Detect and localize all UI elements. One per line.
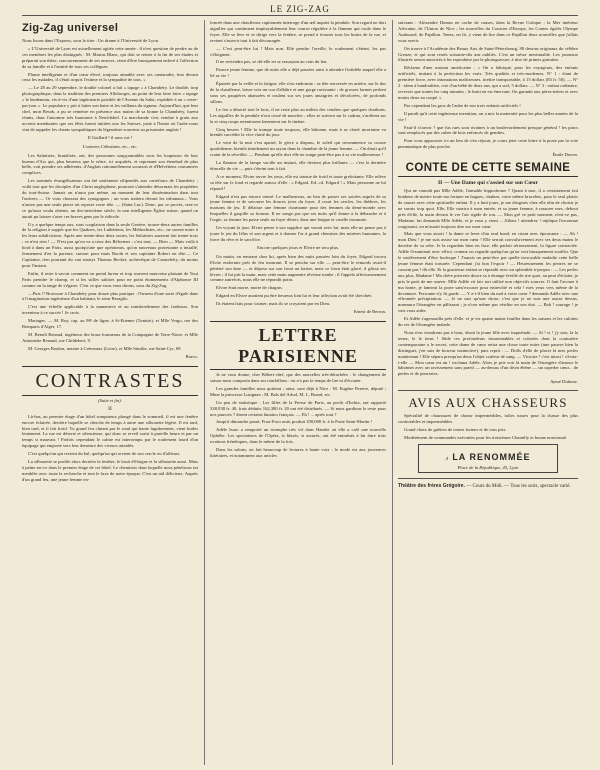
paragraph: Un matin, en rentrant chez lui, après bien des nuits passées loin du foyer, Edgard trouva Elvire endormie près de feu mourant. Il se pencha sur elle — peut-être le remords avait-il pénétré son âme — et déposa sur son front un baiser, mais ce front était glacé, il glissa ses lèvres ; il lui prit la main, mais cette main augmente rêveuse tombe ; il l'appela affectueusement comme autrefois, mais elle ne répondit point.: [210, 253, 386, 283]
masthead: LE ZIG-ZAG: [270, 4, 330, 14]
paragraph: Encore quelques jours et Elvire ne sera plus.: [257, 244, 339, 250]
paragraph: suivants : Alexandre Dumas ne cache de causes, dans la Revue Critique ; la Mer intérieur Africaine, de l'Union de Nice ; les nouvelles du Courrier d'Europe, les Contes égalés Olympe Audouard, de Papillon. Tenez, on lit, y vient de lire dans ce Papillon deux nouvelles que j'allais vous servir.: [398, 20, 578, 43]
paragraph: C'est une échelle applicable à la manœuvre et au transbordement des fardeaux. Son inventeur à ce succès ! Je crois.: [22, 304, 198, 316]
paragraph: Plume intelligente et d'un cœur élevé, toujours aimable avec ses camarades, bon devant ceux les malades, il s'était acquis l'estime et la sympathie de tous. »: [22, 71, 198, 83]
paragraph: Je ne vous donne, cher Bébert-chef, que des nouvelles très-détachées : le changement de saison nous comporta dans ses tourbillons : on n'a pas le temps de lire ni d'écouter.: [210, 372, 386, 383]
paragraph: Il ne reviendra pas, se dit-elle en se rassayant au coin du feu.: [216, 59, 328, 65]
paragraph: M. Georges Boulon, notaire à Crémeaux (Loire), et Mlle Similie, rue Saint-Cyr, 69.: [28, 345, 182, 351]
paragraph: Dans les salons, on fait beaucoup de lectures à haute voix : le mode est aux jouvences littéraires, et notamment aux articles: [210, 447, 386, 458]
chapter-number: II: [108, 405, 112, 412]
advertisement: [398, 395, 578, 473]
paragraph: Épuisée par la veille et la fatigue, elle s'est endormie ; sa tête renversée en arrière, sur le dos de la chauffeuse, laisse voir un cou d'albâtre et une gorge ravissante ; de grosses larmes perlent sous ses paupières abaissées et roulent sur ses joues amaigries et décolorées, de profonds sillons.: [210, 81, 386, 104]
paragraph: Il Guillard ! il sans vot !: [87, 134, 133, 140]
paragraph: Cinq heures ! Elle la trompe toute toujours, elle bâtonne, mais à sa clarté incertaine va bientôt succéder la vive clarté du jour.: [210, 126, 386, 138]
paragraph: Là-bas, au premier étage d'un hôtel somptueux plongé dans le sommeil, il est une fenêtre encore éclairée, derrière laquelle se cherche de temps à autre une silhouette légère. Il est tard, bien tard, et il fait froid. Vu grand feu clinant par le rond qui hante lugubrement, vient hurler lentement. La rue est déserte et silencieuse, qui donc se reveil sortir à pareille heure et par un temps si mauvais ! Parfois cependant le calme est interrompu par le roulement lourd d'un équipage qui emporte vers leur demeure des viveurs attardés.: [22, 413, 198, 449]
paragraph: Pour vous approuver ici un lieu de s'en réjouir, je cours jeter cette lettre à la poste par la voie pneumatique de plus proche.: [398, 138, 578, 150]
paragraph: Edgard en Elvire auraient pu être heureux loin lui et leur affection avait été cherchée.: [216, 293, 373, 299]
signature: Ernest de Berron.: [353, 309, 386, 315]
column-divider-1: [204, 20, 205, 765]
shop-box: [418, 444, 558, 473]
paragraph: Un voyant la jour, Elvire pense à son supplice qui venait avec lui, mais elle ne pense pas à jouer le jeu du Iélus et son argent et à donner l'or à grand chemises des misères humaines, la force du rêve et le sacrifice.: [210, 225, 386, 242]
shop-name: LA RENOMMÉE: [452, 451, 531, 462]
paragraph: Et Adèle s'agenouilla près d'elle, et je vis quatre mains fouiller dans les saisons et les culottes du ver de l'étrangère malade.: [398, 316, 578, 328]
zigzag-article: [22, 38, 198, 360]
paragraph: —Puis !! Bravoure à Chambéry pour douze plus pratique : l'heureu d'une sorte d'égale dans à l'imagination ingénieuse d'un habitant, le sieur Beraglio.: [22, 290, 198, 302]
paragraph: La flamme de la lampe vacille un instant, elle devient plus brillante — c'est la dernière étincelle de vie — puis s'éteint tout à fait.: [210, 160, 386, 171]
lettre-parisienne-title: LETTRE PARISIENNE: [238, 325, 358, 367]
paragraph: La silhouette se profile alors derrière la fenêtre, le bruit d'éloigne et la silhouette aussi. Mais à peine est-ce dans le premier étage de cet hôtel. Le chemisier dans laquelle nous pénétrons est meublée avec toute la recherche et tout le luxe de notre époque. C'est un nid délicieux. Auprès d'un grand feu, une jeune femme en-: [22, 459, 198, 482]
contrastes-title: CONTRASTES: [35, 369, 185, 392]
paragraph: A ce moment, Elvire ouvre les yeux, elle est transie de froid et toute grelottante. Elle relève sa tête sur le fond et regarde autour d'elle : « Edgard, Ed...rd, Edgard ! » Mais personne ne lui répond !: [210, 173, 386, 191]
paragraph: « L'Université de Lyon est actuellement agitée cette année : il n'est question de perdre au de ces membres les plus distingués : M. Marius Blanc, qui doit se retirer à la fin de ses études et préparait son thèse, concurremment de ses œuvres, vient d'être brusquement enlevé à l'affection de sa famille et à l'amitié de tous ses collègues.: [22, 45, 198, 69]
paragraph: Réclame d'une maison américaine : « On a fabriqué, pour les voyageurs, des enfants artificiels, imitant à la perfection les vrais. Très qualités et très-modernes. N° 1 : étant de première force, avec intonations malicieuses, tirelire transportable, à 15 dollars (83 fr. 50). — N° 2 : idem à bandoulière, crie d'un bébé de deux ans, qui a soif, 5 dollars. — N° 3 : enfant ordinaire, recevoir que toutes les cinq minutes ; le bruit en est énervant. On garantit aux pères-mères et avec moins deux au coupé. »: [398, 65, 578, 100]
paragraph: — Le 28 au 29 septembre, le double colonel a fait « tapage » à Chambéry. Le double, trop photographique, dans la tradition des premiers Allobroges, au point de leur faire faire « tapage » le lendemain, vis-à-vis d'une ingénieurie paisible de l'Avenue du Salut, expédiée à un « verre-par-jour ». Le populaire y prit à faites son batre et les vaillants du signeur. Aujourd'hui, que leur chef, mon Besob, a pu se remettre en présence aux mains de sa bonne la Chambéry, furent réunis, dans l'automne très harmonie à Neufchâtel. La marchande s'est vendue à grain aux accents mendiantes que ses fêtes furent initiées aux les Suisses, juste à l'heure où l'aube nous vint de rappeler les chants sympathiques du légendaire souvenir au prisonnier anglais !: [22, 85, 198, 132]
separator: [398, 478, 578, 479]
contrastes-title-box: [22, 366, 198, 396]
top-rule: [22, 15, 578, 16]
theatre-text: — Cours du Midi. — Tous les soirs, spectacle varié.: [466, 483, 571, 489]
paragraph: Edgard n'est pas encore rentré. Le malheureux, au lieu de passer ses soirées auprès de sa jeune femme et de savourer les douces joies du foyer, il court les cercles, les théâtres, les maisons de jeu. Il délaisse une femme charmante pour des femmes du demi-monde avec lesquelles il gaspille sa fortune. Il ne songe pas que ses nuits qu'il donne à la débauche et à l'orgie, sa femme les passe seule au foyer désert, dans une longue et cruelle insomnie.: [210, 193, 386, 223]
contrastes-subtitle: (Suite et fin).: [98, 397, 122, 403]
paragraph: Pauvre jeune femme, que de nuits elle a déjà passées ainsi à attendre l'infidèle auquel elle a lié sa vie !: [210, 67, 386, 79]
paragraph: Qui ne connaît pas Mlle Adèle, l'aimable hippodrome ? Quant à moi, il a certainement fait bonheur de mettre toute ma fortune en bagues, chaînes, votre même bracelets, pour le seul plaisir de causer avec cette spirituelle enfant. Il y a huit jours, je me dirigeais chez elle afin de choisir je ne savais trop quoi. Elle, Elle sourira à mon entrée, et sa jeune femme, à rassurer mes, debout près d'elle, la main devant le ver l'air rigide de ton. — Mon gré ce petit moment, n'est-ce pas, Madame, lui demanda Mlle Adèle, et je vous y vient ... Allons ! attendrez ! répliqua l'inconnue rougissant, on m'aurait toujours dire sur mon cœur.: [398, 188, 578, 229]
ad-paragraph: Modérément de commandes exécutées pour les troisièmes Chantilly et bonne nouveauté.: [404, 434, 568, 440]
shop-name-line: [419, 447, 557, 465]
paragraph: C'est quelqu'un qui revient du bal, quelqu'un qui revient de son cercle ou d'ailleurs.: [28, 451, 181, 457]
signature: Émile Davon.: [552, 152, 578, 158]
paragraph: Le feu a déserté tout le bois, il ne reste plus au milieu des cendres que quelques charbons. Les aiguilles de la pendule n'ont cessé de marcher ; elles se suivent sur le cadran, s'arrêtent sur la et cinq coups retentissent lentement sur le timbre.: [210, 106, 386, 124]
paragraph: Nous n'en viendrons pas à bout, disait la jeune fille avec inquiétude. — Si ! si ! j'y suis, la la tenez, le le tiens ! Sûde ces profondeurs insoutenables et colorées dont la couturière contemporaine a le secret, cette dame de cœur retira une chose toute noire (une pauvre bien la distinguer, j'en suis de horreur instinctive), puis reprit : — Dolls d'elle de placer là mes perles maintenant ! Elle sépara presqu'un deux l'objet couleur de sang. — Victoire ! c'est intact ! s'écria-t-elle — Mon cœur est un ! exclama Adèle. Alors je pris voir là main de l'étrangère d'amour le bâtonnet avec un ravissement sans pareil — au-dessus d'un divin ébène — un superbe cœur... de perles et de pierreries.: [398, 329, 578, 377]
paragraph: Pas cependant les gros de l'aube de nos trois enfants artificiels !: [404, 102, 521, 108]
paragraph: Les nommés évangélisateurs ont été seulement vilipendés aux carrefours de Chambéry ; voilà tout que les disciples d'un Christ anglophone, pourront s'attendre désormais les prophètes du tout-Suisse. Jamais on n'aura pas même, au moment de leur dissémination dans tout l'univers — Or vous chassera des synagogues ; un vous traitera devant les tribunaux... Vous n'aurez pas une seule pierre où reposer votre tête. — (Saint Luc). Donc, par ce procès, sera-ce ce qu'aura voulu obtenir, un dix-neuvième siècle, la non intelligente Église suisse, quand on aurait pu laisser s'user ces braves gens par le ridicule.: [22, 178, 198, 219]
separator: [398, 390, 578, 391]
paragraph: Mariages. — M. Roy, cap. au 98ᵉ de ligne, à St-Etienne (Tunisie), et Mlle Vergo, rue des Remparts d'Alger, 17.: [22, 318, 198, 330]
signature: Aymé Dulusse.: [550, 379, 578, 385]
column-1: [22, 20, 198, 765]
signature: Bravo.: [185, 353, 198, 359]
column-2: [210, 20, 386, 765]
shop-address: Place de la République, 45, Lyon: [457, 464, 519, 470]
paragraph: Enfin, il reste à savoir comment on prend fureur et trop souvent mauvaise plaisant de Tout Paris prendre le champ, et si les stilles salistes pour ne point étonnements d'Alphonse III comme on la tange de s'égarer. C'est ce que vous vous dirons, sous du Zig-Zag.: [22, 270, 198, 288]
paragraph: Il y a quelque temps aux, sous couplaison dans la seule Genève, trouve-deux autres familles de la religion à suppôt que les Quakers, les Luthériens, les Méthodistes, etc., ne savent notre à les leurs subdivisions. Après une trente-deux deux sectes, les Salutistes auraient fait trente-trois : ce n'est rien ! — N'est pas qu'on va a ceux des Réformes ; c'est tout. — Bien — Mais voilà à bord à dans un Paris, aussi quoiqu'une que opérateurs, qu'on nouveaux protestante a installé, fermement d'en la pareure, surtout pour mais Booth et sen capitaine Robert en tête.— Ce Capitaine, rien pourtant du vrai martyr Thomas Becket, archevêque de Cantorbéry, du moins pour l'instant.: [22, 221, 198, 268]
paragraph: Le vent de la nuit s'est apaisé, le givre a disparu, le soleil qui recommence sa course quotidienne, bientôt timidement un rayon dans la chambre de la jeune femme. — On dirait qu'il craint de la réveiller. — Pendant qu'elle dort elle ne songe peut-être pas à sa vie malheureuse !: [210, 140, 386, 158]
ad-paragraph: Spécialité de chaussures de chasse imperméables, toiles russes pour la chasse des plus confortables et imperméables.: [398, 413, 578, 425]
paragraph: Il paraît qu'à cette ingénieuse invention, on a mis la maternité pour les plus belles années de la vie !: [398, 110, 578, 122]
theatre-title: Théâtre des frères Grégoire.: [398, 482, 465, 489]
column-divider-2: [392, 20, 393, 765]
paragraph: Elvire était morte, morte de chagrin.: [216, 285, 283, 291]
paragraph: M. Benoît Renaud, ingénieur des houx-fourneaux de la Compagnie de Terre-Noire, et Mlle Antoinette Renaud, rue Childebert, 9.: [22, 331, 198, 343]
paragraph: Mais que vous assoit ! la dame se lever d'un seul bond, en criant avec épouvante : — Ah ! mon Dieu ! je me suis assise sur mon cœur ! Elle serrait convulsivement avec ses deux mains le derrière de sa robe. Je la regardais bien en face, elle parlait sérieusement, la figure contractée. Adèle l'examinait avec effroi, comme on regarde quelqu'un qu'on voit brusquement souffrir. Que le soulèvement d'être loufoque ! J'aurais un peut-être par quelle incroyable maladie cette belle jeune femme était torturée. Cependant j'ai bon l'espoir ! — Heureusement les pierres ne se cassent pas ! dit elle. Et la gracieuse enfant se répondit avec un splendide à-propos : — Les perles aux plus, Madame ! Ma chère pierrerie douce sa à étrange éveille de rire quoi, au peut d'éclater, je pris le parti de me sauver. Mlle Adèle vit fair tort utilisé non objectifs sources. Il faut l'avouer à ma honte, je lamerai la porte sans'excuser pour entrecôté et cela ! mes yeux vers même de la devanture. Personne n'y fit garde. — Y a-t-il bien du mal à votre cœur ? demanda Adèle avec une effronnée précipitation. — Je ne suis qu'une chose, c'est que je ne suis une assise dessus, murmura l'étrangère en pâlissant ; je n'ose même pas vérifier en son état. — Bah ! courage ! je vais vous aider.: [398, 231, 578, 314]
paragraph: L'univers Célestines, etc., etc.: [82, 143, 138, 149]
lettre-parisienne-title-box: [210, 321, 386, 370]
paragraph: Les Salutistes, brutalisés, ont, des personnes soupçonnables sous les loupeuses de leur bureau d'Ars qui, plus heureux que le nôtre, ici acquittés, et reprenant son étendard de plus belle, voit prendre ses adhérents, d'Anglais rationnellement sournois et d'Helvétiens coutumiers complices.: [22, 152, 198, 176]
paragraph: Nous lisons dans l'Express, sous le titre : Un drame à l'Université de Lyon.: [22, 38, 160, 43]
paragraph: — C'est peut-être lui ! Mais non. Elle penche l'oreille, le roulement s'éteint, les pas s'éloignent.: [210, 45, 386, 57]
paragraph: Les grandes familles nous quittent ; ainsi, sont déjà à Nice : M. Eugène Pereire, député ; Mme la princesse Lusignan ; M. Bals del Arbol, M. L. Brand, etc.: [210, 385, 386, 397]
ad-title: AVIS AUX CHASSEURS: [408, 395, 568, 411]
paragraph: foncée dans une chauffeuse capitonnée interroge d'un œil inquiet la pendule. Son regard ne dort aiguilles qui continuent impitoyablement leur course régulière à la flamme qui roule dans le foyer. Elle se lève et se dirige vers la fenêtre, se prend à écouter tous les bruits de la rue, et revient s'asseoir tout à fait découragée.: [210, 20, 386, 43]
paragraph: Jusqu'à dimanche passé, Frou-Frou avait produit 100,000 fr. à la Porte Saint-Martin !: [216, 419, 373, 425]
shop-prefix: A: [445, 455, 449, 461]
paragraph: Un peu de statistique : Les filles de la Presse de Paris, au profit d'Ischia, ont rapporté 338,938 fr. 40, frais déduits 162,380 fr. 20 ont été distribués. — Si nous gardions le reste pour nos pauvres ? disent certains lunatics français. — Eh ! ... après tout ?: [210, 399, 386, 417]
theatre-notice: [398, 483, 578, 491]
paragraph: Faut-il s'ouvrir ? que fus rues sont rivaines à un boulevardement presque général ! les parcs sont remplacés par des cubes de bois enfoncés de gendres.: [398, 124, 578, 136]
paragraph: Adèle Isaac a remporté un triomphe très vif dans Hamlet où elle a créé une nouvelle Ophélie. Les spectateurs de l'Opéra, si blasés, si assurés, ont été entraînés à lui faire trois ovations frénétiques, dans le même de la fois.: [210, 427, 386, 445]
section-title-zigzag: Zig-Zag universel: [22, 22, 119, 34]
conte-title: CONTE DE CETTE SEMAINE: [398, 162, 578, 177]
column-3: [398, 20, 578, 765]
paragraph: Ils étaient faits pour s'aimer, mais ils se croyaient par en Dieu.: [216, 301, 331, 307]
ad-paragraph: Grand choix de guêtres de toutes formes et de tous prix.: [404, 427, 507, 433]
paragraph: On trouve à l'Académie des Beaux Arts de Saint-Pétersbourg, 88 dessins originaux du célèbre Greuze, et qui sont restés soixante-dix ans oubliés. C'est un trésor inestimable. Les journaux illustrés seront autorisés à les reproduire par la photogravure, à titre de primes gratuites.: [398, 45, 578, 63]
story-title: II — Une Dame qui s'assied sur son Cœur: [438, 180, 538, 187]
